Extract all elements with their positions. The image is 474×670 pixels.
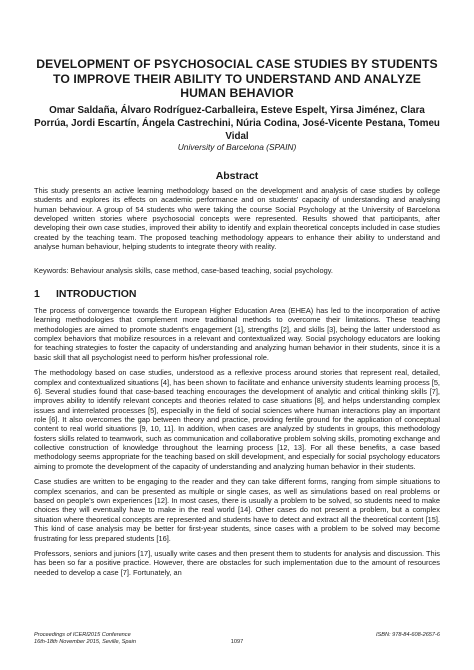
keywords: Keywords: Behaviour analysis skills, case method, case-based teaching, social psychology.	[34, 266, 333, 275]
paragraph: The process of convergence towards the European Higher Education Area (EHEA) has led to the incorporation of active learning methodologies that complement more traditional methods to overcome their limitations. These teaching methodologies are aimed to promote student's engagement [1], strengths [2], and skills [3], being the latter understood as complex behaviors that mobilize resources in a relevant and contextualized way. Social psychology educators are looking for teaching strategies to foster the capacity of understanding and analyzing human behavior in their students, since it is a basic skill that all psychologist need to perform his/her professional role.	[34, 306, 440, 362]
abstract-heading: Abstract	[215, 170, 259, 182]
paragraph: Case studies are written to be engaging to the reader and they can take different forms, ranging from simple situations to complex scenarios, and can be presented as multiple or single cases, as well as simulations based on real problems or based on people's own experiences [12]. In most cases, there is usually a problem to be solved, so students need to make choices they will eventually have to make in the real world [14]. Other cases do not present a problem, but a complex situation where theoretical concepts are represented and students have to detect and extract all the theoretical content [15]. This kind of case analysis may be better for first-year students, since cases with a problem to be solved may become frustrating for less prepared students [16].	[34, 477, 440, 543]
section-heading	[34, 288, 440, 300]
affiliation: University of Barcelona (SPAIN)	[177, 142, 297, 152]
footer-conference: Proceedings of ICERI2015 Conference	[34, 632, 131, 638]
paper-title: DEVELOPMENT OF PSYCHOSOCIAL CASE STUDIES BY STUDENTS TO IMPROVE THEIR ABILITY TO UNDERSTAND AND ANALYZE HUMAN BEHAVIOR	[36, 57, 438, 101]
abstract-text: This study presents an active learning methodology based on the development and analysis of case studies by college students and explores its effects on academic performance and on students' capacity of understanding and analysing human behaviour. A group of 54 students who were taking the course Social Psychology at the University of Barcelona developed written stories where psychosocial concepts were represented. Results showed that participants, after developing their own case studies, improved their ability to identify and explain theoretical concepts included in case studies created by the teaching team. The proposed teaching methodology appears to enhance their ability to understand and analyse human behaviour, helping students to integrate theory with reality.	[34, 186, 440, 252]
author-list: Omar Saldaña, Álvaro Rodríguez-Carballeira, Esteve Espelt, Yirsa Jiménez, Clara Porrúa, Jordi Escartín, Ángela Castrechini, Núria Codina, José-Vicente Pestana, Tomeu Vidal	[34, 105, 440, 143]
footer-dates: 16th-18th November 2015, Seville, Spain	[34, 639, 136, 646]
paragraph: The methodology based on case studies, understood as a reflexive process around stories that represent real, detailed, complex and contextualized situations [4], has been shown to facilitate and enhance university students learning process [5, 6]. Several studies found that case-based teaching encourages the development of analytic and critical thinking skills [7], improves ability to identify relevant concepts and theories related to case situations [8], and helps understanding complex issues and interrelated processes [5], especially in the field of social sciences where human interactions play an important role [6]. It also overcomes the gap between theory and practice, providing fertile ground for the application of conceptual content to real world situations [9, 10, 11]. In addition, when cases are analyzed by students in groups, this methodology fosters skills related to teamwork, such as communication and collaborative problem solving skills, promoting exchange and collective construction of knowledge throughout the learning process [12, 13]. For all these benefits, a case based methodology seems appropriate for the teaching based on skill development, and especially for social psychology educators aiming to promote the development of the capacity of understanding and analyzing human behavior in their students.	[34, 368, 440, 471]
section-number: 1	[34, 288, 40, 300]
paragraph: Professors, seniors and juniors [17], usually write cases and then present them to students for analysis and discussion. This has been so far a positive practice. However, there are obstacles for such implementation due to the amount of resources needed to develop a case [7]. Fortunately, an	[34, 549, 440, 577]
section-body	[34, 306, 440, 583]
footer-isbn: ISBN: 978-84-608-2657-6	[375, 632, 440, 638]
page-number: 1097	[230, 639, 244, 645]
section-title: INTRODUCTION	[56, 288, 137, 300]
